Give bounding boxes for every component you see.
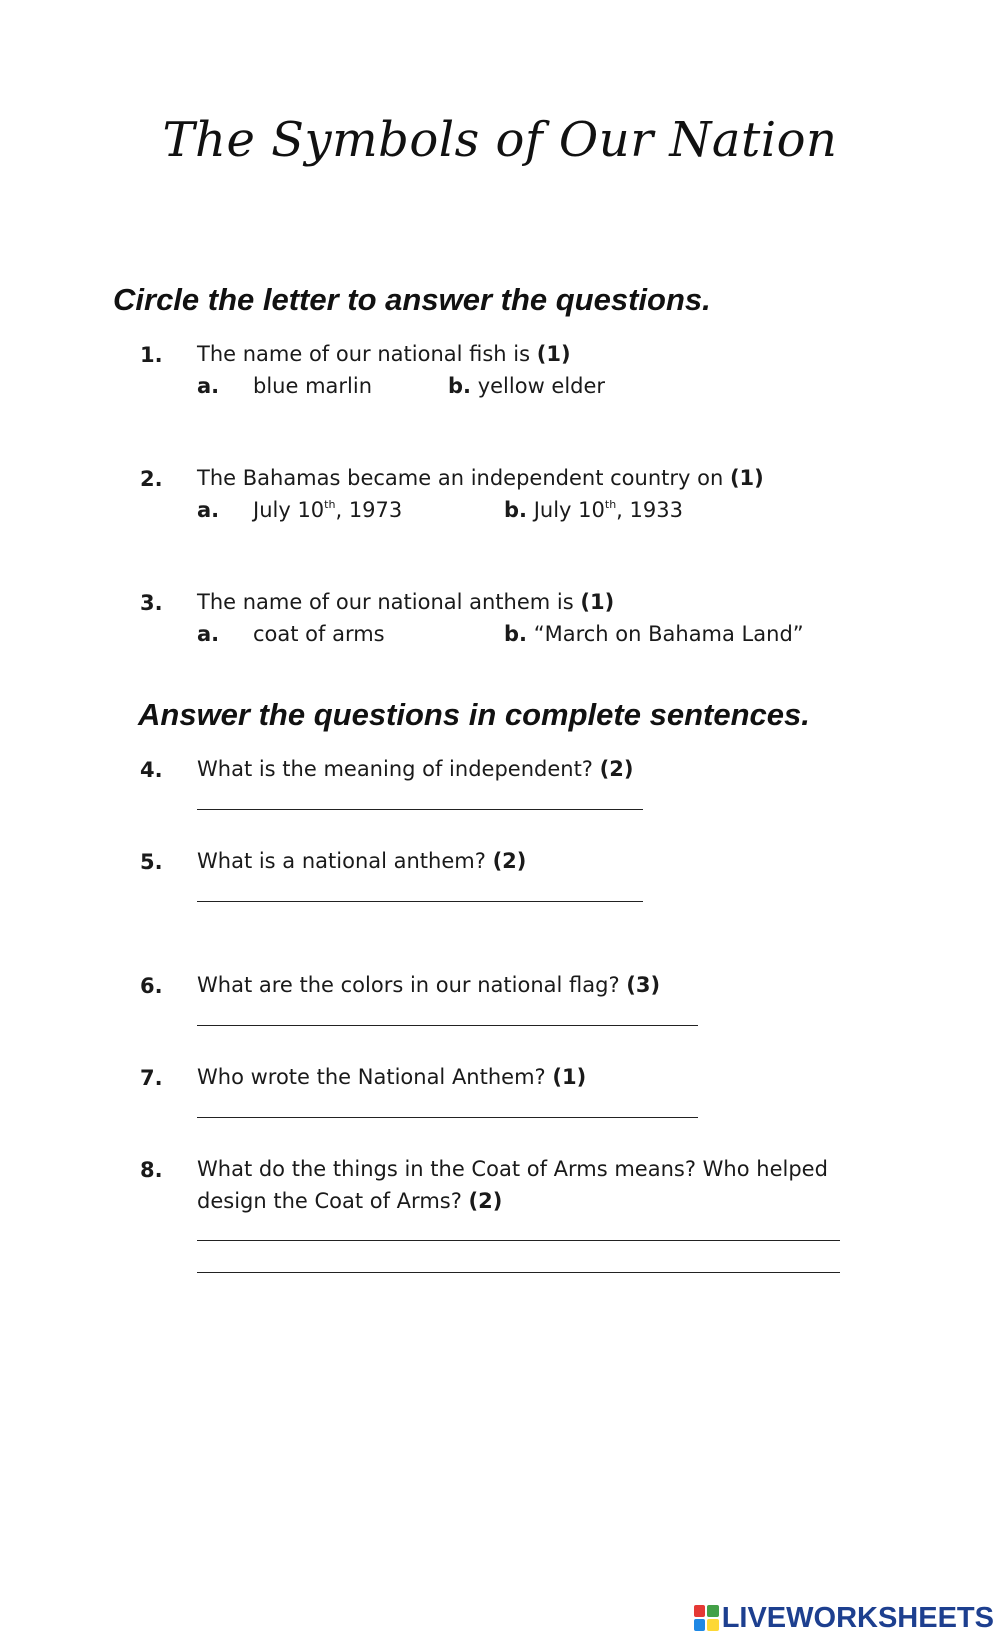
logo-square — [707, 1605, 718, 1617]
question-text — [197, 338, 571, 370]
option-b-text: “March on Bahama Land” — [533, 622, 804, 646]
option-label: a. — [197, 498, 220, 522]
option-a-text[interactable] — [253, 498, 402, 522]
question-6-text: What are the colors in our national flag? — [197, 973, 620, 997]
option-a[interactable] — [197, 374, 219, 398]
question-8-marks: (2) — [468, 1189, 503, 1213]
section-heading-answer: Answer the questions in complete sentences. — [138, 697, 810, 732]
option-label: b. — [504, 622, 528, 646]
question-3-marks: (1) — [580, 590, 615, 614]
question-text — [197, 753, 633, 785]
option-text-part: , 1973 — [335, 498, 403, 522]
page-title: The Symbols of Our Nation — [162, 112, 838, 168]
question-text — [197, 969, 660, 1001]
brand-name: LIVEWORKSHEETS — [721, 1601, 994, 1634]
question-number: 6. — [140, 974, 163, 998]
question-number: 2. — [140, 467, 163, 491]
question-5-text: What is a national anthem? — [197, 849, 486, 873]
answer-line-8a[interactable] — [197, 1240, 840, 1241]
question-number: 7. — [140, 1066, 163, 1090]
question-6-marks: (3) — [626, 973, 661, 997]
logo-grid-icon — [694, 1605, 719, 1631]
answer-line-8b[interactable] — [197, 1272, 840, 1273]
option-b[interactable] — [504, 498, 683, 522]
option-a-text[interactable]: coat of arms — [253, 622, 385, 646]
question-text — [197, 462, 764, 494]
logo-square — [694, 1619, 705, 1631]
option-a-text[interactable]: blue marlin — [253, 374, 373, 398]
option-b-text: yellow elder — [477, 374, 606, 398]
question-4-marks: (2) — [599, 757, 634, 781]
option-text-part: , 1933 — [616, 498, 683, 522]
option-label: a. — [197, 374, 220, 398]
question-3-text: The name of our national anthem is — [197, 590, 574, 614]
ordinal-suffix: th — [604, 498, 617, 511]
option-a[interactable] — [197, 622, 219, 646]
option-b[interactable] — [504, 622, 804, 646]
question-5-marks: (2) — [492, 849, 527, 873]
option-b[interactable] — [448, 374, 605, 398]
question-text — [197, 1153, 847, 1217]
option-a[interactable] — [197, 498, 219, 522]
logo-square — [694, 1605, 705, 1617]
question-4-text: What is the meaning of independent? — [197, 757, 593, 781]
question-1-marks: (1) — [536, 342, 571, 366]
answer-line-5[interactable] — [197, 901, 643, 902]
question-2-text: The Bahamas became an independent country on — [197, 466, 724, 490]
liveworksheets-logo — [694, 1600, 994, 1636]
option-label: b. — [448, 374, 472, 398]
option-text-part: July 10 — [533, 498, 605, 522]
logo-square — [707, 1619, 718, 1631]
question-text — [197, 1061, 586, 1093]
option-label: b. — [504, 498, 528, 522]
question-8-text: What do the things in the Coat of Arms means? Who helped design the Coat of Arms? — [197, 1157, 828, 1213]
question-7-marks: (1) — [552, 1065, 587, 1089]
question-number: 3. — [140, 591, 163, 615]
question-number: 1. — [140, 343, 163, 367]
ordinal-suffix: th — [324, 498, 336, 511]
answer-line-7[interactable] — [197, 1117, 698, 1118]
question-number: 4. — [140, 758, 163, 782]
question-7-text: Who wrote the National Anthem? — [197, 1065, 546, 1089]
question-1-text: The name of our national fish is — [197, 342, 531, 366]
option-label: a. — [197, 622, 220, 646]
question-text — [197, 845, 526, 877]
answer-line-4[interactable] — [197, 809, 643, 810]
question-number: 8. — [140, 1158, 163, 1182]
section-heading-circle: Circle the letter to answer the questions. — [113, 282, 711, 317]
answer-line-6[interactable] — [197, 1025, 698, 1026]
question-text — [197, 586, 614, 618]
question-number: 5. — [140, 850, 163, 874]
question-2-marks: (1) — [729, 466, 764, 490]
option-text-part: July 10 — [253, 498, 325, 522]
